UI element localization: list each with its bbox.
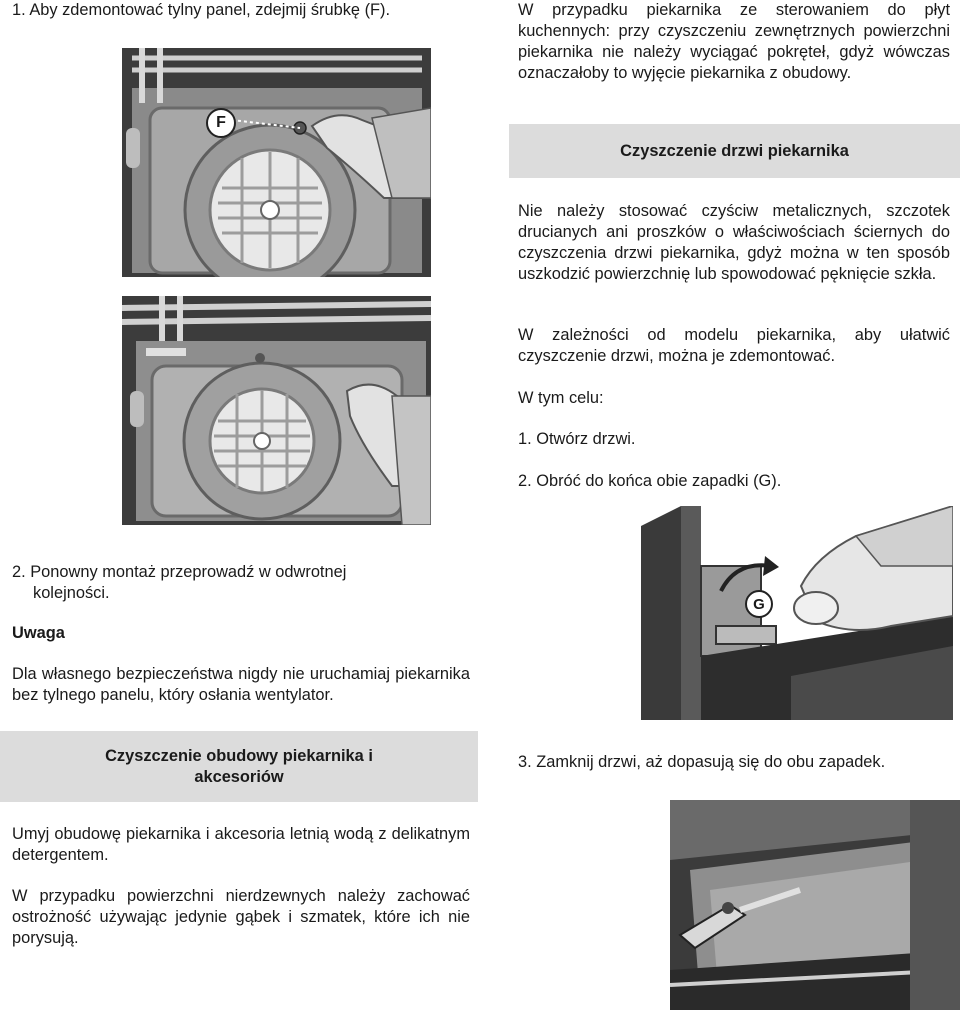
intro-oven-knobs: W przypadku piekarnika ze sterowaniem do płyt kuchennych: przy czyszczeniu zewnętrznych powierzchni piekarnika nie należy wyciągać pokręteł, gdyż wówczas oznaczałoby to wyjęcie piekarnika z obudowy. — [518, 1, 950, 82]
warning-heading: Uwaga — [12, 624, 65, 642]
section-title-housing — [0, 731, 478, 802]
left-step-2-line-1: 2. Ponowny montaż przeprowadź w odwrotnej — [12, 563, 347, 581]
para-no-abrasive: Nie należy stosować czyściw metalicznych, szczotek drucianych ani proszków o właściwościach ściernych do czyszczenia drzwi piekarnika, gdyż można w ten sposób uszkodzić powierzchnię lub spowodować pęknięcie szkła. — [518, 202, 950, 283]
door-closed-latch-illustration — [670, 800, 960, 1010]
section-title-housing-line-1: Czyszczenie obudowy piekarnika i — [105, 746, 373, 765]
para-stainless-surfaces: W przypadku powierzchni nierdzewnych należy zachować ostrożność używając jedynie gąbek i szmatek, które ich nie porysują. — [12, 887, 470, 947]
section-title-housing-line-2: akcesoriów — [194, 767, 284, 786]
para-cleaning-housing: Umyj obudowę piekarnika i akcesoria letnią wodą z delikatnym detergentem. — [12, 825, 470, 864]
section-title-door-text: Czyszczenie drzwi piekarnika — [620, 141, 849, 160]
for-this-purpose: W tym celu: — [518, 389, 604, 407]
para-door-removable: W zależności od modelu piekarnika, aby ułatwić czyszczenie drzwi, można je zdemontować. — [518, 326, 950, 365]
left-step-1: 1. Aby zdemontować tylny panel, zdejmij śrubkę (F). — [12, 1, 391, 19]
door-step-2: 2. Obróć do końca obie zapadki (G). — [518, 472, 782, 490]
door-step-1: 1. Otwórz drzwi. — [518, 430, 636, 448]
door-latch-g-illustration — [641, 506, 953, 720]
oven-fan-panel-screw-illustration — [122, 48, 431, 277]
oven-fan-panel-removal-illustration — [122, 296, 431, 525]
latch-g-label: G — [745, 590, 773, 618]
door-step-3: 3. Zamknij drzwi, aż dopasują się do obu zapadek. — [518, 753, 886, 771]
left-step-2-line-2: kolejności. — [33, 584, 110, 602]
section-title-door — [509, 124, 960, 178]
screw-f-label: F — [206, 108, 236, 138]
warning-text: Dla własnego bezpieczeństwa nigdy nie uruchamiaj piekarnika bez tylnego panelu, który osłania wentylator. — [12, 665, 470, 704]
